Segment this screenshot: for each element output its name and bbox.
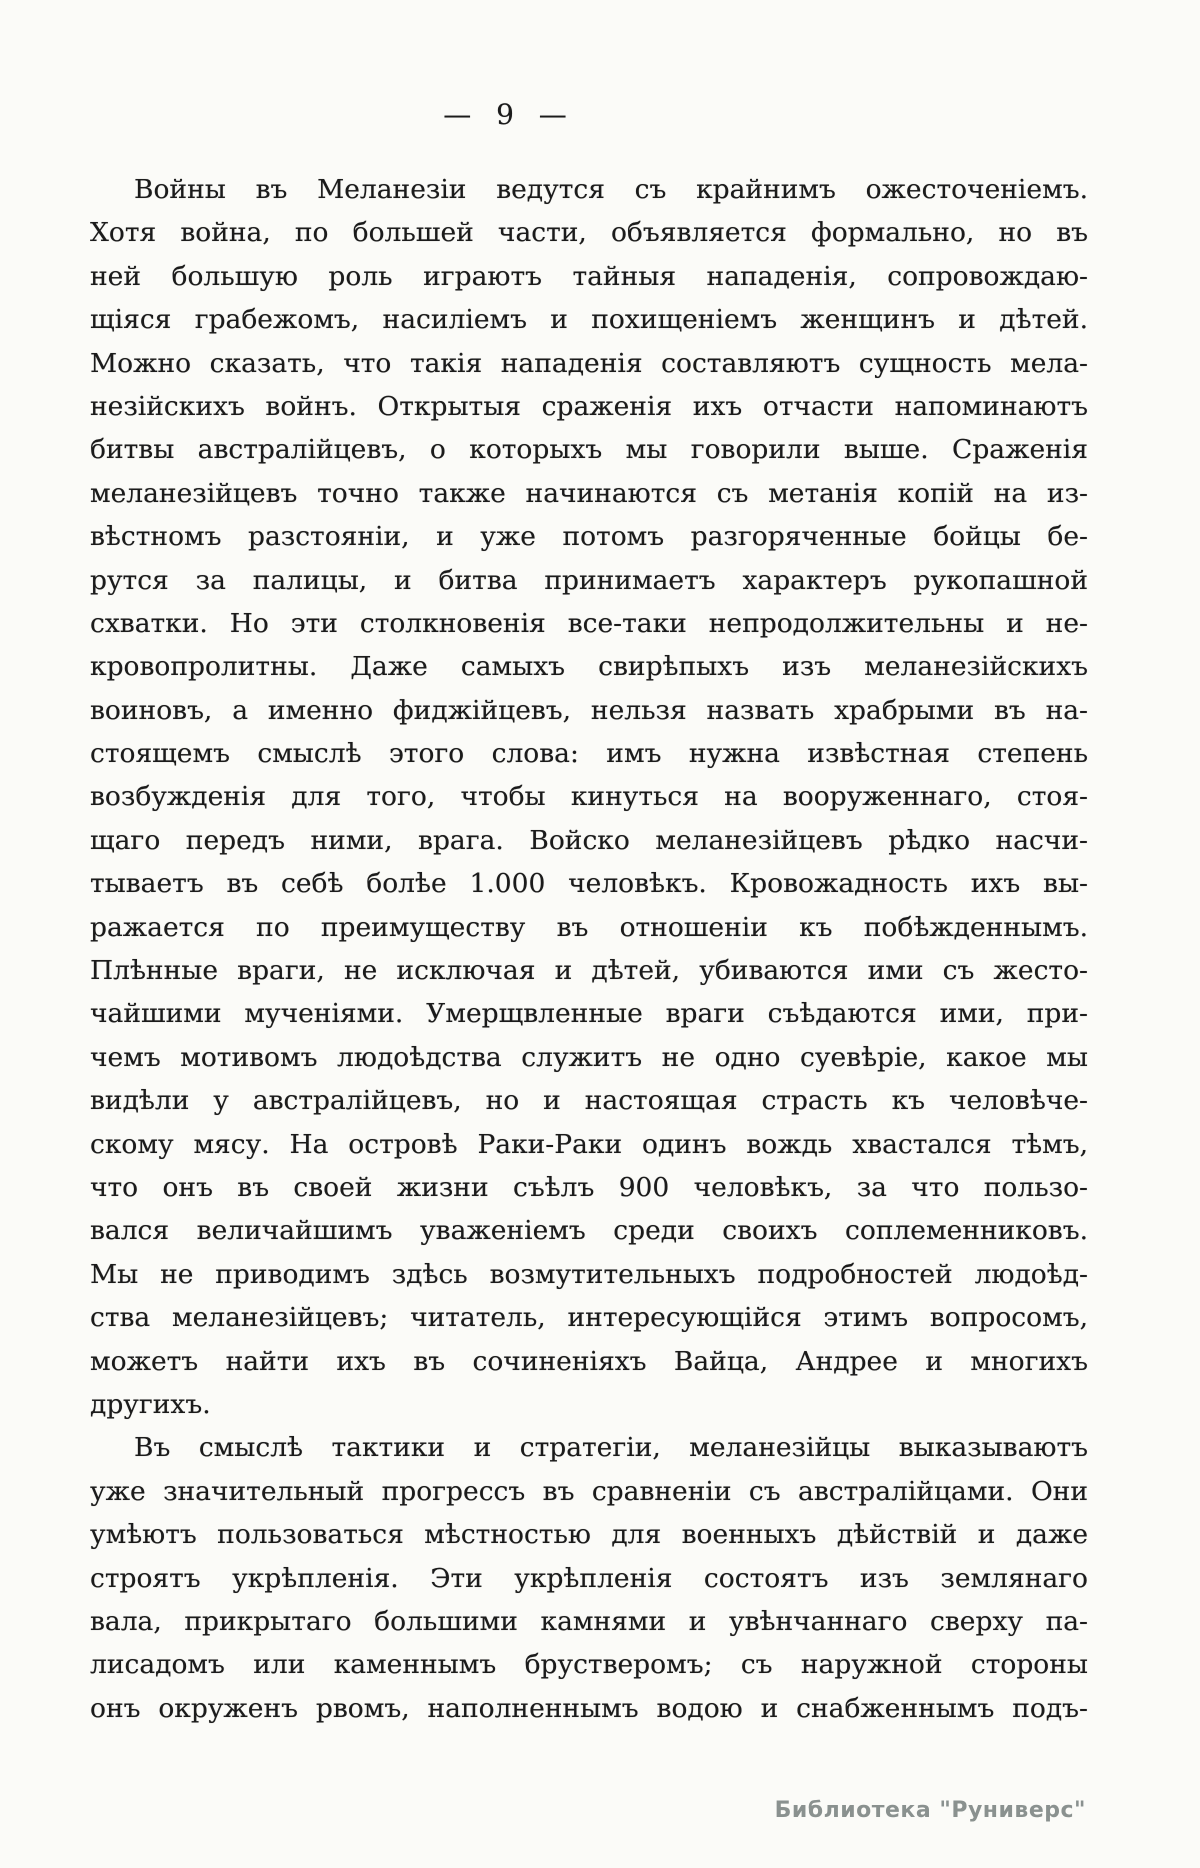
text-line: лисадомъ или каменнымъ брустверомъ; съ наружной стороны [90,1649,1088,1681]
text-line: строятъ укрѣпленія. Эти укрѣпленія состоятъ изъ землянаго [90,1562,1088,1594]
text-line: незійскихъ войнъ. Открытыя сраженія ихъ отчасти напоминаютъ [90,390,1088,422]
text-line: вала, прикрытаго большими камнями и увѣнчаннаго сверху па- [90,1605,1088,1637]
text-line: стоящемъ смыслѣ этого слова: имъ нужна извѣстная степень [90,738,1088,770]
page-number: — 9 — [443,98,567,131]
text-line: щіяся грабежомъ, насиліемъ и похищеніемъ женщинъ и дѣтей. [90,304,1088,336]
text-line: вѣстномъ разстояніи, и уже потомъ разгоряченные бойцы бе- [90,521,1088,553]
text-line: чемъ мотивомъ людоѣдства служитъ не одно суевѣріе, какое мы [90,1041,1088,1073]
text-line: тываетъ въ себѣ болѣе 1.000 человѣкъ. Кровожадность ихъ вы- [90,868,1088,900]
text-line: видѣли у австралійцевъ, но и настоящая страсть къ человѣче- [90,1085,1088,1117]
text-line: Войны въ Меланезіи ведутся съ крайнимъ ожесточеніемъ. [134,174,1088,205]
text-line: другихъ. [90,1388,211,1420]
text-block [90,168,1088,1730]
text-line: скому мясу. На островѣ Раки-Раки одинъ вождь хвастался тѣмъ, [90,1128,1088,1160]
text-line: битвы австралійцевъ, о которыхъ мы говорили выше. Сраженія [90,434,1088,466]
text-line: меланезійцевъ точно также начинаются съ метанія копій на из- [90,477,1088,509]
text-line: онъ окруженъ рвомъ, наполненнымъ водою и снабженнымъ подъ- [90,1692,1088,1724]
text-line: ства меланезійцевъ; читатель, интересующійся этимъ вопросомъ, [90,1302,1088,1334]
text-line: чайшими мученіями. Умерщвленные враги съѣдаются ими, при- [90,998,1088,1030]
library-watermark: Библиотека "Руниверс" [774,1798,1086,1823]
paragraph [90,1426,1088,1730]
text-line: Мы не приводимъ здѣсь возмутительныхъ подробностей людоѣд- [90,1258,1088,1290]
text-line: щаго передъ ними, врага. Войско меланезійцевъ рѣдко насчи- [90,824,1088,856]
text-line: ней большую роль играютъ тайныя нападенія, сопровождаю- [90,260,1088,292]
text-line: воиновъ, а именно фиджійцевъ, нельзя назвать храбрыми въ на- [90,694,1088,726]
text-line: вался величайшимъ уваженіемъ среди своихъ соплеменниковъ. [90,1215,1088,1247]
text-line: что онъ въ своей жизни съѣлъ 900 человѣкъ, за что пользо- [90,1171,1088,1203]
paragraph [90,168,1088,1426]
text-line: можетъ найти ихъ въ сочиненіяхъ Вайца, Андрее и многихъ [90,1345,1088,1377]
text-line: Плѣнные враги, не исключая и дѣтей, убиваются ими съ жесто- [90,955,1088,987]
text-line: Хотя война, по большей части, объявляется формально, но въ [90,217,1088,249]
text-line: возбужденія для того, чтобы кинуться на вооруженнаго, стоя- [90,781,1088,813]
text-line: рутся за палицы, и битва принимаетъ характеръ рукопашной [90,564,1088,596]
text-line: умѣютъ пользоваться мѣстностью для военныхъ дѣйствій и даже [90,1519,1088,1551]
text-line: кровопролитны. Даже самыхъ свирѣпыхъ изъ меланезійскихъ [90,651,1088,683]
text-line: уже значительный прогрессъ въ сравненіи съ австралійцами. Они [90,1475,1088,1507]
text-line: ражается по преимуществу въ отношеніи къ побѣжденнымъ. [90,911,1088,943]
text-line: Можно сказать, что такія нападенія составляютъ сущность мела- [90,347,1088,379]
text-line: схватки. Но эти столкновенія все-таки непродолжительны и не- [90,607,1088,639]
text-line: Въ смыслѣ тактики и стратегіи, меланезійцы выказываютъ [134,1432,1088,1464]
